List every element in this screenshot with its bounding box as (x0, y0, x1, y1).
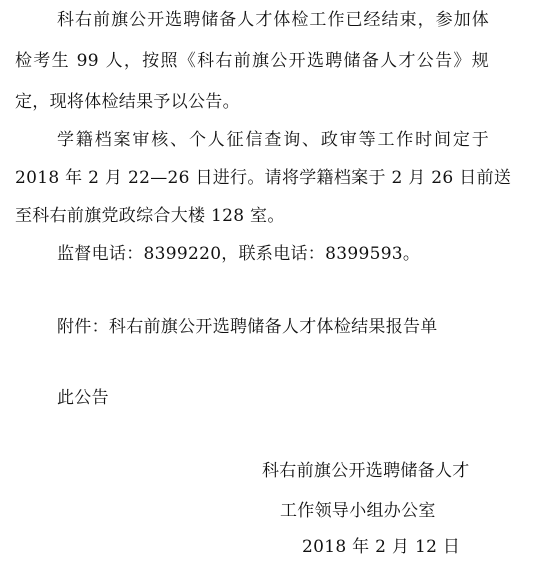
paragraph2-line2: 2018 年 2 月 22—26 日进行。请将学籍档案于 2 月 26 日前送 (15, 168, 512, 188)
attachment-line: 附件：科右前旗公开选聘储备人才体检结果报告单 (57, 317, 438, 337)
signature-date: 2018 年 2 月 12 日 (302, 537, 461, 557)
paragraph1-line3: 定，现将体检结果予以公告。 (15, 92, 240, 112)
signature-org-line1: 科右前旗公开选聘储备人才 (262, 461, 470, 481)
closing-text: 此公告 (57, 388, 109, 408)
paragraph1-line1: 科右前旗公开选聘储备人才体检工作已经结束，参加体 (57, 10, 489, 30)
paragraph1-line2: 检考生 99 人，按照《科右前旗公开选聘储备人才公告》规 (15, 51, 489, 71)
signature-org-line2: 工作领导小组办公室 (280, 501, 436, 521)
paragraph2-line1: 学籍档案审核、个人征信查询、政审等工作时间定于 (57, 130, 489, 150)
paragraph2-line3: 至科右前旗党政综合大楼 128 室。 (15, 206, 285, 226)
contact-numbers: 监督电话：8399220，联系电话：8399593。 (57, 244, 421, 264)
